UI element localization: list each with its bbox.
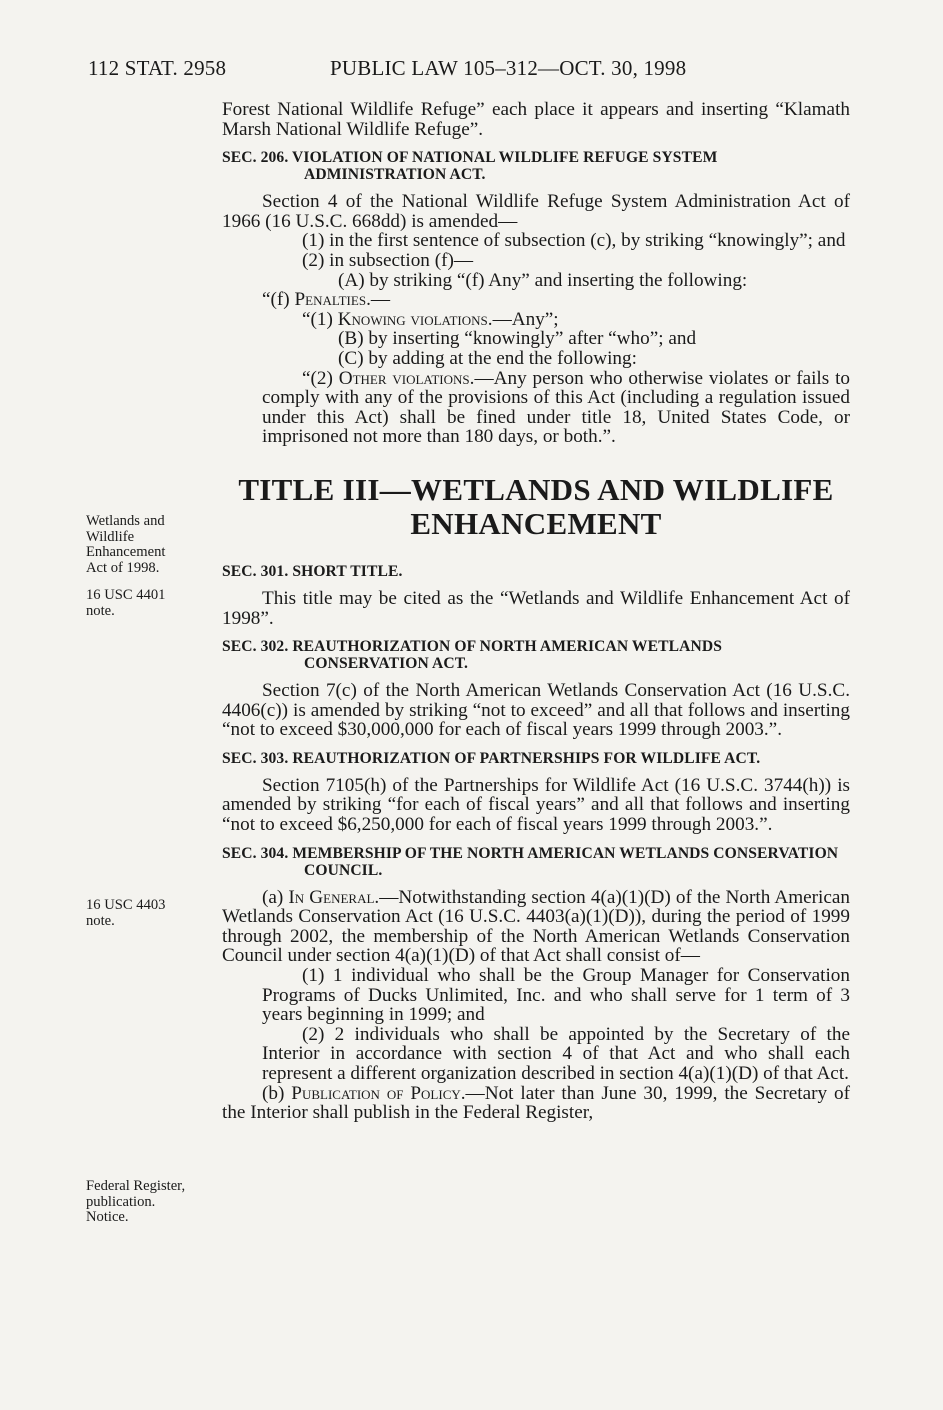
section-206-para-a: (A) by striking “(f) Any” and inserting the following: [338, 269, 748, 291]
margin-note-usc-4403: 16 USC 4403 note. [86, 897, 166, 929]
section-304-para-1: (1) 1 individual who shall be the Group Manager for Conservation Programs of Ducks Unlimited, Inc. and who shall serve for 1 term of 3 years beginning in 1999; and [262, 965, 850, 1026]
section-301-text: This title may be cited as the “Wetlands and Wildlife Enhancement Act of 1998”. [222, 587, 850, 629]
quoted-knowing-violations: “(1) Knowing violations.—Any”; [302, 308, 559, 330]
section-302-heading: SEC. 302. REAUTHORIZATION OF NORTH AMERICAN WETLANDS CONSERVATION ACT. [222, 638, 722, 673]
section-304-para-2: (2) 2 individuals who shall be appointed by the Secretary of the Interior in accordance with section 4 of that Act and who shall each represent a different organization described in section 4(a)(1)(D) of that Act. [262, 1023, 850, 1084]
body-text [222, 100, 850, 1123]
margin-note-act-name: Wetlands and Wildlife Enhancement Act of 1998. [86, 513, 166, 576]
continuation-paragraph: Forest National Wildlife Refuge” each place it appears and inserting “Klamath Marsh National Wildlife Refuge”. [222, 99, 850, 140]
section-304-subsection-b: (b) Publication of Policy.—Not later than June 30, 1999, the Secretary of the Interior shall publish in the Federal Register, [222, 1082, 851, 1124]
margin-note-usc-4401: 16 USC 4401 note. [86, 587, 166, 619]
running-header: PUBLIC LAW 105–312—OCT. 30, 1998 [330, 56, 687, 80]
title-iii-heading: TITLE III—WETLANDS AND WILDLIFE ENHANCEMENT [238, 471, 834, 541]
section-302-text: Section 7(c) of the North American Wetlands Conservation Act (16 U.S.C. 4406(c)) is amended by striking “not to exceed” and all that follows and inserting “not to exceed $30,000,000 for each of fiscal years 1999 through 2003.”. [222, 680, 850, 741]
section-206-para-1: (1) in the first sentence of subsection (c), by striking “knowingly”; and [302, 230, 846, 252]
section-206-para-b: (B) by inserting “knowingly” after “who”; and [338, 328, 697, 350]
section-301-heading: SEC. 301. SHORT TITLE. [222, 562, 403, 580]
section-304-heading: SEC. 304. MEMBERSHIP OF THE NORTH AMERICAN WETLANDS CONSERVATION COUNCIL. [222, 844, 839, 879]
section-206-para-2: (2) in subsection (f)— [302, 249, 474, 271]
section-303-text: Section 7105(h) of the Partnerships for Wildlife Act (16 U.S.C. 3744(h)) is amended by striking “for each of fiscal years” and all that follows and inserting “not to exceed $6,250,000 for each of fiscal years 1999 through 2003.”. [222, 774, 850, 836]
quoted-other-violations: “(2) Other violations.—Any person who otherwise violates or fails to comply with any of the provisions of this Act (including a regulation issued under this Act) shall be fined under title 18, United States Code, or imprisoned not more than 180 days, or both.”. [262, 367, 850, 448]
margin-note-federal-register: Federal Register, publication. Notice. [86, 1178, 186, 1226]
section-304-subsection-a: (a) In General.—Notwithstanding section 4(a)(1)(D) of the North American Wetlands Conservation Act (16 U.S.C. 4403(a)(1)(D)), during the period of 1999 through 2002, the membership of the North American Wetlands Conservation Council under section 4(a)(1)(D) of that Act shall consist of— [222, 886, 850, 967]
stat-page-number: 112 STAT. 2958 [88, 56, 227, 80]
section-206-intro: Section 4 of the National Wildlife Refuge System Administration Act of 1966 (16 U.S.C. 668dd) is amended— [222, 191, 850, 232]
section-303-heading: SEC. 303. REAUTHORIZATION OF PARTNERSHIPS FOR WILDLIFE ACT. [222, 749, 761, 767]
section-206-heading: SEC. 206. VIOLATION OF NATIONAL WILDLIFE REFUGE SYSTEM ADMINISTRATION ACT. [222, 149, 718, 184]
section-206-para-c: (C) by adding at the end the following: [338, 347, 637, 369]
quoted-penalties: “(f) Penalties.— [262, 289, 391, 311]
